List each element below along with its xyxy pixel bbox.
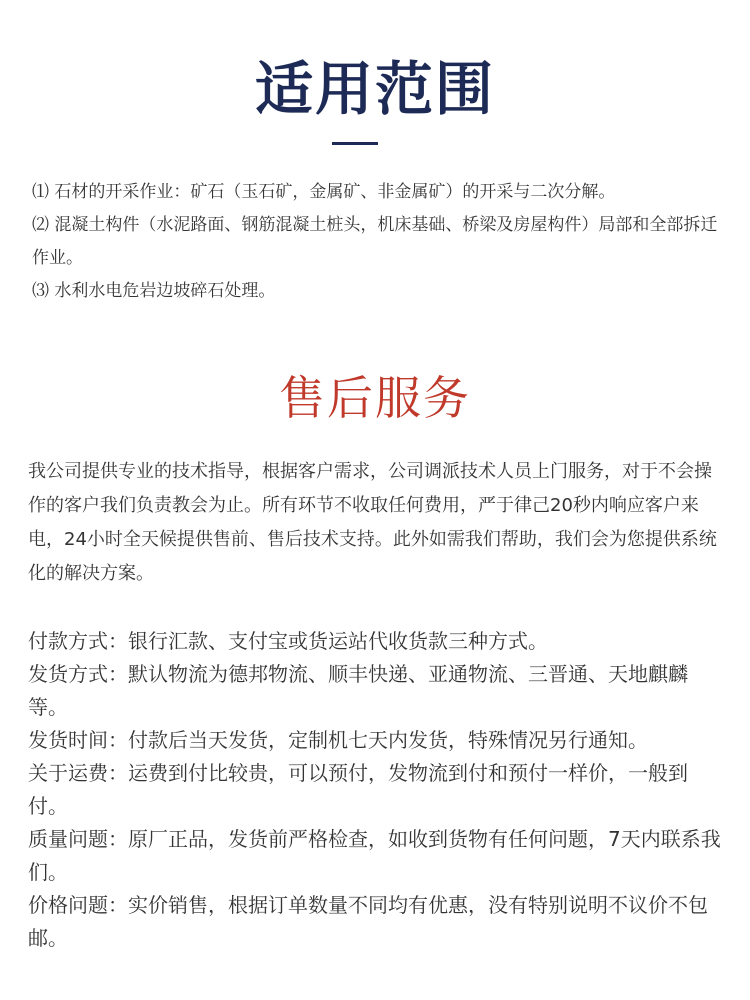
term-quality: 质量问题：原厂正品，发货前严格检查，如收到货物有任何问题，7天内联系我们。 <box>28 827 721 884</box>
service-title: 售后服务 <box>279 371 471 425</box>
term-price: 价格问题：实价销售，根据订单数量不同均有优惠，没有特别说明不议价不包邮。 <box>28 893 708 950</box>
term-shipping-time: 发货时间：付款后当天发货，定制机七天内发货，特殊情况另行通知。 <box>28 728 648 752</box>
service-terms <box>28 625 723 955</box>
term-shipping-method: 发货方式：默认物流为德邦物流、顺丰快递、亚通物流、三晋通、天地麒麟等。 <box>28 662 688 719</box>
scope-list <box>32 176 722 308</box>
service-intro: 我公司提供专业的技术指导，根据客户需求，公司调派技术人员上门服务，对于不会操作的客户我们负责教会为止。所有环节不收取任何费用，严于律己20秒内响应客户来电，24小时全天候提供售前、售后技术支持。此外如需我们帮助，我们会为您提供系统化的解决方案。 <box>28 461 717 584</box>
term-shipping-cost: 关于运费：运费到付比较贵，可以预付，发物流到付和预付一样价，一般到付。 <box>28 761 688 818</box>
term-payment: 付款方式：银行汇款、支付宝或货运站代收货款三种方式。 <box>28 629 548 653</box>
scope-item-1: ⑴ 石材的开采作业：矿石（玉石矿，金属矿、非金属矿）的开采与二次分解。 <box>32 182 616 202</box>
title-divider <box>332 142 378 145</box>
scope-title: 适用范围 <box>254 55 495 123</box>
scope-item-3: ⑶ 水利水电危岩边坡碎石处理。 <box>32 281 276 301</box>
scope-item-2: ⑵ 混凝土构件（水泥路面、钢筋混凝土桩头，机床基础、桥梁及房屋构件）局部和全部拆迁作业。 <box>32 215 718 268</box>
